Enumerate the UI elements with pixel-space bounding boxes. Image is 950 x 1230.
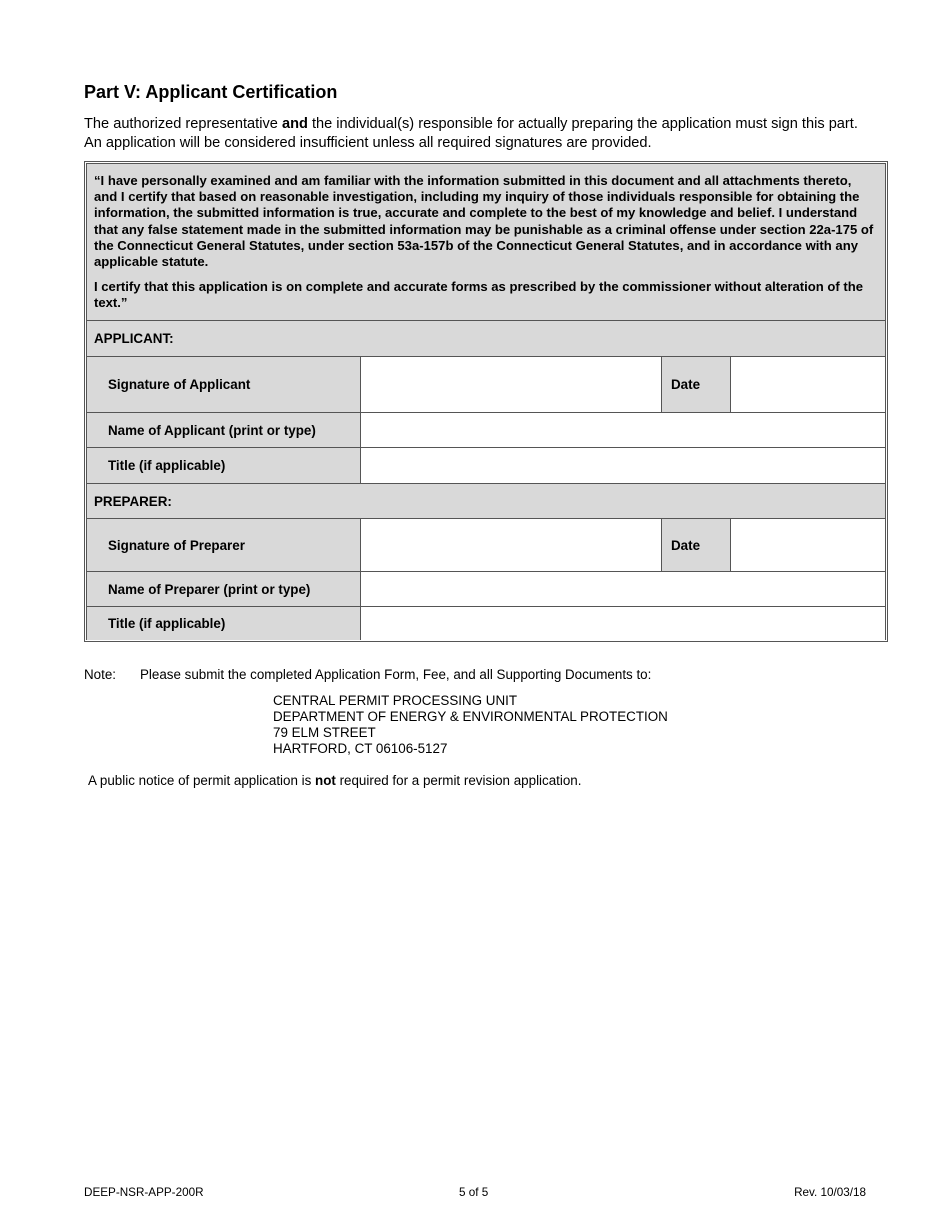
applicant-title-label: Title (if applicable) xyxy=(87,448,361,483)
mailing-address xyxy=(273,693,668,757)
submission-note xyxy=(84,667,651,682)
preparer-signature-row xyxy=(87,519,885,572)
preparer-name-label: Name of Preparer (print or type) xyxy=(87,572,361,606)
applicant-signature-label: Signature of Applicant xyxy=(87,357,361,412)
intro-text-part: the individual(s) responsible for actually preparing the application must sign this part. An application will be considered insufficient unless all required signatures are provided. xyxy=(84,116,858,151)
preparer-title-row xyxy=(87,607,885,640)
intro-text xyxy=(84,115,864,153)
applicant-title-field[interactable] xyxy=(361,448,885,483)
public-notice-text xyxy=(88,773,581,788)
intro-text-part: The authorized representative xyxy=(84,116,282,132)
preparer-signature-field[interactable] xyxy=(361,519,661,571)
intro-text-emphasis: and xyxy=(281,116,308,132)
certification-form xyxy=(84,161,888,642)
applicant-title-row xyxy=(87,448,885,484)
address-line: DEPARTMENT OF ENERGY & ENVIRONMENTAL PROTECTION xyxy=(273,709,668,724)
applicant-name-row xyxy=(87,413,885,448)
preparer-signature-label: Signature of Preparer xyxy=(87,519,361,571)
applicant-signature-field[interactable] xyxy=(361,357,661,412)
certification-paragraph: I certify that this application is on complete and accurate forms as prescribed by the commissioner without alteration of the text.” xyxy=(94,279,864,311)
address-line: CENTRAL PERMIT PROCESSING UNIT xyxy=(273,693,518,708)
preparer-section-header: PREPARER: xyxy=(87,484,885,519)
applicant-section-header: APPLICANT: xyxy=(87,321,885,357)
section-title: Part V: Applicant Certification xyxy=(84,82,338,102)
preparer-date-label: Date xyxy=(661,519,731,571)
footer-revision: Rev. 10/03/18 xyxy=(794,1186,866,1199)
applicant-signature-row xyxy=(87,357,885,413)
certification-statement xyxy=(87,164,885,321)
applicant-name-field[interactable] xyxy=(361,413,885,447)
note-text: Please submit the completed Application Form, Fee, and all Supporting Documents to: xyxy=(140,667,652,682)
preparer-title-label: Title (if applicable) xyxy=(87,607,361,640)
address-line: HARTFORD, CT 06106-5127 xyxy=(273,741,448,756)
footer-form-id: DEEP-NSR-APP-200R xyxy=(84,1186,204,1199)
footer-page-number: 5 of 5 xyxy=(459,1186,489,1199)
preparer-name-field[interactable] xyxy=(361,572,885,606)
certification-paragraph: “I have personally examined and am familiar with the information submitted in this document and all attachments thereto, and I certify that based on reasonable investigation, including my inquiry of those individuals responsible for obtaining the information, the submitted information is true, accurate and complete to the best of my knowledge and belief. I understand that any false statement made in the submitted information may be punishable as a criminal offense under section 22a-175 of the Connecticut General Statutes, under section 53a-157b of the Connecticut General Statutes, and in accordance with any applicable statute. xyxy=(94,173,874,270)
public-notice-part: A public notice of permit application is xyxy=(88,773,316,788)
public-notice-emphasis: not xyxy=(315,773,336,788)
preparer-name-row xyxy=(87,572,885,607)
note-label: Note: xyxy=(84,667,117,682)
applicant-date-field[interactable] xyxy=(731,357,885,412)
address-line: 79 ELM STREET xyxy=(273,725,376,740)
applicant-name-label: Name of Applicant (print or type) xyxy=(87,413,361,447)
preparer-title-field[interactable] xyxy=(361,607,885,640)
preparer-date-field[interactable] xyxy=(731,519,885,571)
applicant-date-label: Date xyxy=(661,357,731,412)
public-notice-part: required for a permit revision application. xyxy=(335,773,582,788)
